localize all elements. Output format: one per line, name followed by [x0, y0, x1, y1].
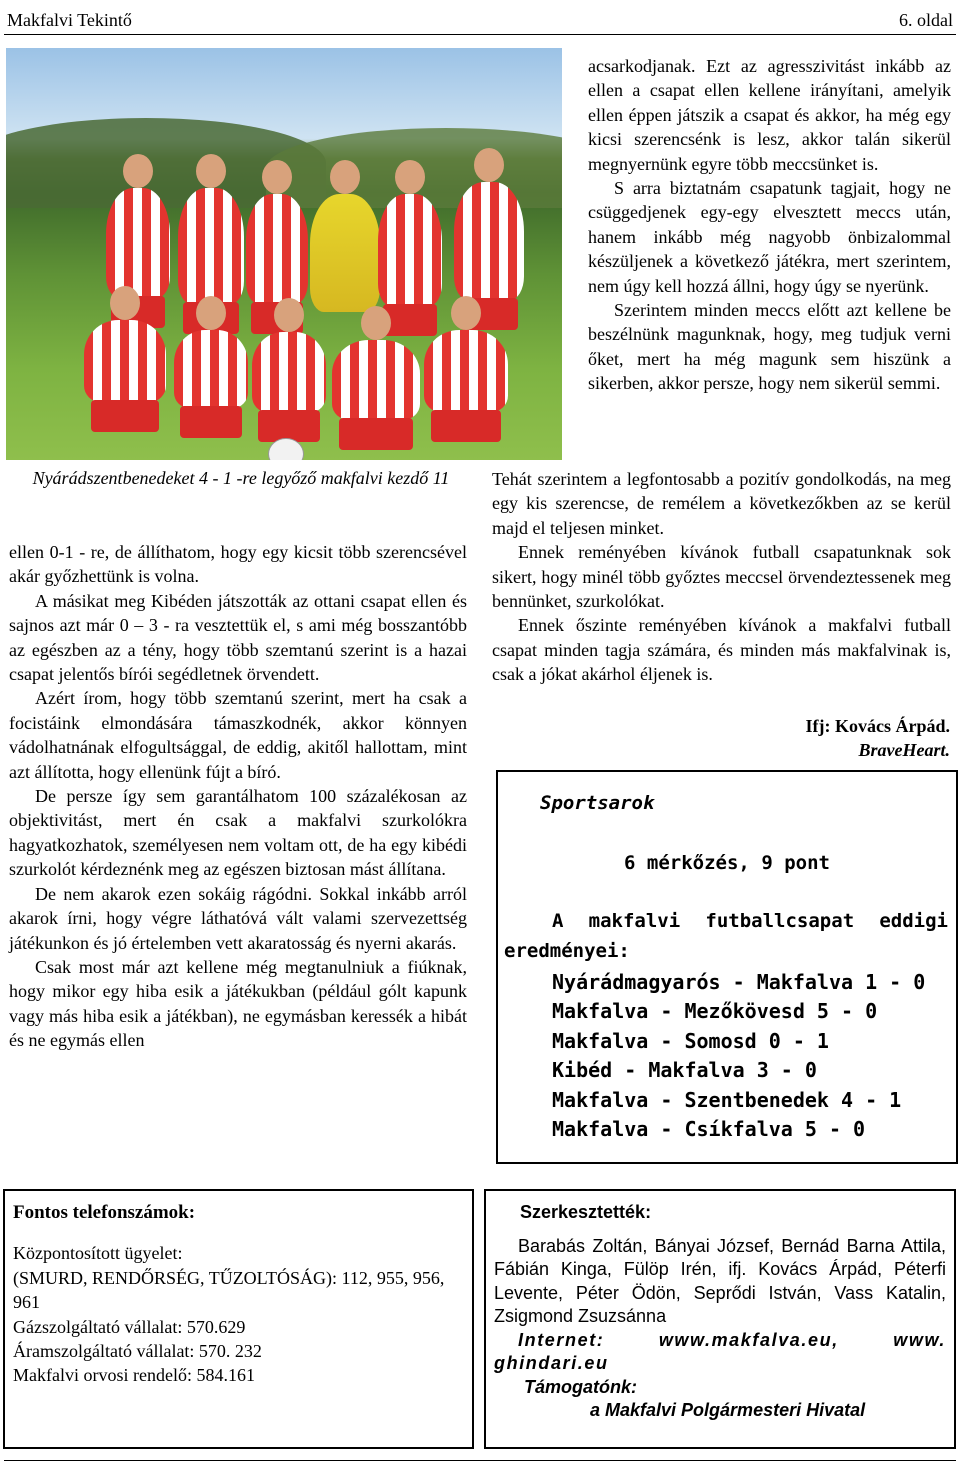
paragraph: Ennek reményében kívánok futball csapatunknak sok sikert, hogy minél több győztes meccsel örvendeztessenek meg bennünket, szurkolókat.: [492, 542, 951, 612]
results-list: [552, 968, 925, 1144]
footer-rule: [4, 1460, 956, 1461]
phone-line: Áramszolgáltató vállalat: 570. 232: [13, 1341, 262, 1362]
player: [332, 340, 420, 420]
sportsarok-intro: A makfalvi futballcsapat eddigi: [552, 910, 948, 932]
paragraph: S arra biztatnám csapatunk tagjait, hogy ne csüggedjenek egy-egy elvesztett meccs után, hanem inkább még nagyobb önbizalommal készüljenek a következő játékra, mert szerintem, nem úgy kell hozzá állni, hogy úgy se nyerünk.: [588, 178, 951, 296]
paragraph: Szerintem minden meccs előtt azt kellene be beszélnünk magunknak, hogy, meg tudjuk verni őket, mert ha még magunk sem hiszünk a sikerben, akkor persze, hogy nem sikerül semmi.: [588, 300, 951, 394]
paragraph: A másikat meg Kibéden játszották az ottani csapat ellen és sajnos azt már 0 – 3 - ra vesztettük el, s ami még bosszantóbb az egészben az a tény, hogy több szemtanú szerint is a hazai csapat jelentős bírói segédletnek örvendett.: [9, 590, 467, 685]
supporter-label: Támogatónk:: [524, 1376, 638, 1397]
result-item: Makfalva - Szentbenedek 4 - 1: [552, 1087, 902, 1112]
photo-caption: Nyárádszentbenedeket 4 - 1 -re legyőző makfalvi kezdő 11: [32, 468, 450, 488]
team-photo: [6, 48, 562, 460]
phone-line: Makfalvi orvosi rendelő: 584.161: [13, 1365, 255, 1386]
phone-line: Gázszolgáltató vállalat: 570.629: [13, 1316, 246, 1337]
paragraph: Azért írom, hogy több szemtanú szerint, mert ha csak a focistáink elmondására támaszkodnék, akkor könnyen vádolhatnának elfogultsággal, de eddig, akitől hallottam, mint azt állította, hogy ellenünk fújt a bíró.: [9, 688, 467, 782]
player: [424, 330, 508, 412]
player: [84, 320, 166, 402]
page-header: [4, 4, 956, 35]
phone-line: (SMURD, RENDŐRSÉG, TŰZOLTÓSÁG): 112, 955, 956, 961: [13, 1267, 445, 1313]
publication-title: Makfalvi Tekintő: [7, 10, 132, 30]
article-right-column: [588, 54, 951, 396]
article-left-column: [9, 540, 467, 1053]
result-item: Makfalva - Mezőkövesd 5 - 0: [552, 999, 878, 1024]
editors-title: Szerkesztették:: [520, 1202, 652, 1222]
player: [174, 330, 248, 408]
phone-numbers-box: [3, 1189, 474, 1449]
supporter-name: a Makfalvi Polgármesteri Hivatal: [590, 1400, 866, 1420]
paragraph: ellen 0-1 - re, de állíthatom, hogy egy kicsit több szerencsével akár győzhettünk is volna.: [9, 542, 467, 587]
sportsarok-box: [496, 770, 958, 1164]
goalkeeper: [310, 194, 380, 312]
result-item: Nyárádmagyarós - Makfalva 1 - 0: [552, 970, 926, 994]
sportsarok-intro-cont: eredményei:: [504, 940, 630, 962]
article-closing: [492, 467, 951, 687]
paragraph: De nem akarok ezen sokáig rágódni. Sokkal inkább arról akarok írni, hogy végre láthatóvá vált valami szervezettség játékunkon és jó értelemben vett akaratosság és nyerni akarás.: [9, 883, 467, 953]
player: [246, 194, 308, 304]
author-alias: BraveHeart.: [858, 740, 950, 761]
result-item: Makfalva - Somosd 0 - 1: [552, 1028, 829, 1053]
editors-box: [484, 1189, 956, 1449]
phone-box-title: Fontos telefonszámok:: [13, 1202, 196, 1223]
author-signature: [806, 714, 951, 763]
result-item: Makfalva - Csíkfalva 5 - 0: [552, 1117, 866, 1142]
author-name: Ifj: Kovács Árpád.: [805, 716, 950, 736]
player: [106, 188, 170, 298]
paragraph: De persze így sem garantálhatom 100 százalékosan az objektivitást, mert én csak a makfalvi szurkolókra hagyatkozhatok, személyesen nem voltam ott, de ha egy kibédi szurkolót kérdeznénk meg az egészen biztosan mást állítana.: [9, 786, 467, 880]
player: [178, 188, 244, 304]
internet-links: Internet: www.makfalva.eu, www. ghindari.eu: [494, 1329, 946, 1373]
phone-line: Központosított ügyelet:: [13, 1243, 183, 1264]
player: [454, 182, 524, 300]
sportsarok-title: Sportsarok: [540, 792, 655, 814]
sportsarok-points: 6 mérkőzés, 9 pont: [624, 852, 830, 874]
editors-names: Barabás Zoltán, Bányai József, Bernád Barna Attila, Fábián Kinga, Fülöp Irén, ifj. Kovács Árpád, Péterfi Levente, Péter Ödön, Seprődi István, Vass Katalin, Zsigmond Zsuzsánna: [494, 1235, 946, 1326]
paragraph: acsarkodjanak. Ezt az agresszivitást inkább az ellen a csapat ellen kellene irányítani, amelyik ellen éppen játszik a csapat és akkor, ha még egy kicsi szerencsénk is lesz, akkor talán sikerül megnyernünk egyre több meccsünket is.: [588, 56, 951, 174]
player: [378, 194, 442, 306]
paragraph: Ennek őszinte reményében kívánok a makfalvi futball csapat minden tagja számára, és minden más makfalvinak is, csak a jókat akárhol éljenek is.: [492, 615, 951, 685]
paragraph: Csak most már azt kellene még megtanulniuk a fiúknak, hogy mikor egy hiba esik a játékukban (például gólt kapunk vagy más hiba esik a játékban), ne egymásban keressék a hibát és ne egymás ellen: [9, 956, 467, 1051]
page-number: 6. oldal: [899, 10, 953, 30]
player: [252, 332, 326, 412]
result-item: Kibéd - Makfalva 3 - 0: [552, 1058, 817, 1083]
paragraph: Tehát szerintem a legfontosabb a pozitív gondolkodás, na meg egy kis szerencse, de remélem a következőkben az se kerül majd el teljesen minket.: [492, 469, 951, 538]
